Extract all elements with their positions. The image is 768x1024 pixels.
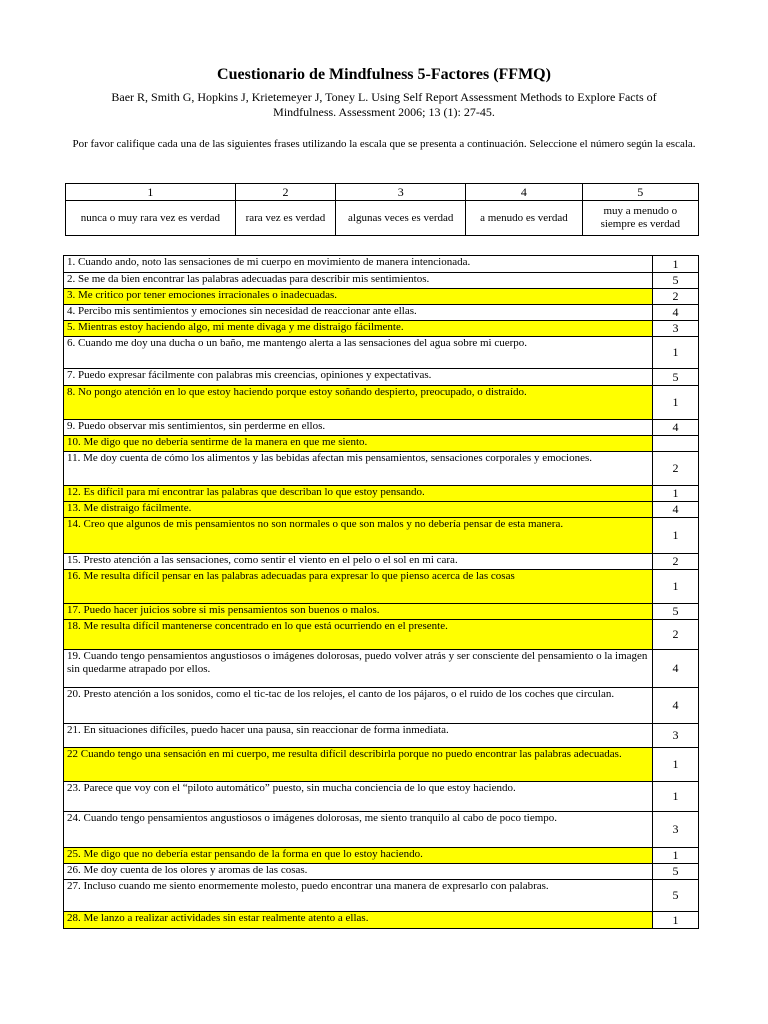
scale-label: a menudo es verdad: [466, 201, 582, 236]
question-text: 11. Me doy cuenta de cómo los alimentos y las bebidas afectan mis pensamientos, sensaciones corporales y emociones.: [64, 452, 653, 486]
question-row: [64, 782, 699, 812]
question-row: [64, 486, 699, 502]
question-score: [653, 436, 699, 452]
question-text: 2. Se me da bien encontrar las palabras adecuadas para describir mis sentimientos.: [64, 273, 653, 289]
question-text: 24. Cuando tengo pensamientos angustiosos o imágenes dolorosas, me siento tranquilo al cabo de poco tiempo.: [64, 812, 653, 848]
question-row: [64, 321, 699, 337]
question-text: 4. Percibo mis sentimientos y emociones sin necesidad de reaccionar ante ellas.: [64, 305, 653, 321]
question-score: 1: [653, 386, 699, 420]
question-text: 18. Me resulta difícil mantenerse concentrado en lo que está ocurriendo en el presente.: [64, 620, 653, 650]
question-text: 25. Me digo que no debería estar pensando de la forma en que lo estoy haciendo.: [64, 848, 653, 864]
question-row: [64, 604, 699, 620]
question-score: 1: [653, 518, 699, 554]
question-score: 5: [653, 604, 699, 620]
question-score: 1: [653, 570, 699, 604]
question-row: [64, 570, 699, 604]
question-score: 1: [653, 486, 699, 502]
question-row: [64, 369, 699, 386]
page-title: Cuestionario de Mindfulness 5-Factores (FFMQ): [217, 66, 551, 83]
question-score: 4: [653, 650, 699, 688]
question-text: 28. Me lanzo a realizar actividades sin estar realmente atento a ellas.: [64, 912, 653, 929]
question-score: 1: [653, 912, 699, 929]
question-text: 7. Puedo expresar fácilmente con palabras mis creencias, opiniones y expectativas.: [64, 369, 653, 386]
question-text: 9. Puedo observar mis sentimientos, sin perderme en ellos.: [64, 420, 653, 436]
question-text: 3. Me critico por tener emociones irracionales o inadecuadas.: [64, 289, 653, 305]
question-row: [64, 386, 699, 420]
question-row: [64, 518, 699, 554]
question-score: 1: [653, 848, 699, 864]
scale-label: algunas veces es verdad: [336, 201, 466, 236]
question-score: 4: [653, 420, 699, 436]
question-row: [64, 289, 699, 305]
question-score: 1: [653, 782, 699, 812]
question-row: [64, 912, 699, 929]
scale-number: 3: [336, 184, 466, 201]
question-text: 10. Me digo que no debería sentirme de la manera en que me siento.: [64, 436, 653, 452]
question-text: 20. Presto atención a los sonidos, como el tic-tac de los relojes, el canto de los pájaros, o el ruido de los coches que circulan.: [64, 688, 653, 724]
question-row: [64, 452, 699, 486]
question-text: 26. Me doy cuenta de los olores y aromas de las cosas.: [64, 864, 653, 880]
question-text: 14. Creo que algunos de mis pensamientos no son normales o que son malos y no debería pensar de esta manera.: [64, 518, 653, 554]
question-score: 5: [653, 864, 699, 880]
question-score: 2: [653, 452, 699, 486]
question-text: 1. Cuando ando, noto las sensaciones de mi cuerpo en movimiento de manera intencionada.: [64, 256, 653, 273]
question-score: 3: [653, 724, 699, 748]
scale-label: rara vez es verdad: [235, 201, 335, 236]
question-score: 4: [653, 688, 699, 724]
question-row: [64, 436, 699, 452]
question-text: 6. Cuando me doy una ducha o un baño, me mantengo alerta a las sensaciones del agua sobre mi cuerpo.: [64, 337, 653, 369]
question-row: [64, 273, 699, 289]
question-text: 5. Mientras estoy haciendo algo, mi mente divaga y me distraigo fácilmente.: [64, 321, 653, 337]
question-score: 1: [653, 337, 699, 369]
question-row: [64, 337, 699, 369]
question-row: [64, 420, 699, 436]
question-row: [64, 880, 699, 912]
question-row: [64, 748, 699, 782]
question-row: [64, 688, 699, 724]
question-row: [64, 554, 699, 570]
question-text: 13. Me distraigo fácilmente.: [64, 502, 653, 518]
question-score: 3: [653, 812, 699, 848]
scale-number: 4: [466, 184, 582, 201]
question-score: 4: [653, 305, 699, 321]
question-text: 12. Es difícil para mí encontrar las palabras que describan lo que estoy pensando.: [64, 486, 653, 502]
question-row: [64, 256, 699, 273]
question-text: 8. No pongo atención en lo que estoy haciendo porque estoy soñando despierto, preocupado, o distraído.: [64, 386, 653, 420]
question-row: [64, 650, 699, 688]
questions-table: [63, 255, 699, 929]
question-score: 5: [653, 369, 699, 386]
question-text: 22 Cuando tengo una sensación en mi cuerpo, me resulta difícil describirla porque no puedo encontrar las palabras adecuadas.: [64, 748, 653, 782]
question-text: 21. En situaciones difíciles, puedo hacer una pausa, sin reaccionar de forma inmediata.: [64, 724, 653, 748]
question-row: [64, 848, 699, 864]
scale-numbers-row: [66, 184, 699, 201]
question-text: 27. Incluso cuando me siento enormemente molesto, puedo encontrar una manera de expresarlo con palabras.: [64, 880, 653, 912]
question-score: 5: [653, 273, 699, 289]
scale-number: 1: [66, 184, 236, 201]
question-score: 2: [653, 620, 699, 650]
question-score: 5: [653, 880, 699, 912]
question-text: 16. Me resulta difícil pensar en las palabras adecuadas para expresar lo que pienso acerca de las cosas: [64, 570, 653, 604]
citation: Baer R, Smith G, Hopkins J, Krietemeyer J, Toney L. Using Self Report Assessment Methods to Explore Facts of Mindfulness. Assessment 2006; 13 (1): 27-45.: [111, 90, 657, 119]
question-score: 4: [653, 502, 699, 518]
rating-scale-table: [65, 183, 699, 236]
question-text: 15. Presto atención a las sensaciones, como sentir el viento en el pelo o el sol en mi cara.: [64, 554, 653, 570]
question-text: 23. Parece que voy con el “piloto automático” puesto, sin mucha conciencia de lo que estoy haciendo.: [64, 782, 653, 812]
scale-label: nunca o muy rara vez es verdad: [66, 201, 236, 236]
instructions: Por favor califique cada una de las siguientes frases utilizando la escala que se presenta a continuación. Seleccione el número según la escala.: [72, 138, 696, 150]
question-row: [64, 864, 699, 880]
scale-label: muy a menudo o siempre es verdad: [582, 201, 698, 236]
question-row: [64, 305, 699, 321]
question-row: [64, 724, 699, 748]
question-score: 2: [653, 554, 699, 570]
question-score: 1: [653, 748, 699, 782]
scale-labels-row: [66, 201, 699, 236]
question-score: 1: [653, 256, 699, 273]
question-score: 3: [653, 321, 699, 337]
question-text: 17. Puedo hacer juicios sobre si mis pensamientos son buenos o malos.: [64, 604, 653, 620]
scale-number: 5: [582, 184, 698, 201]
question-row: [64, 620, 699, 650]
question-score: 2: [653, 289, 699, 305]
scale-number: 2: [235, 184, 335, 201]
question-row: [64, 502, 699, 518]
question-text: 19. Cuando tengo pensamientos angustiosos o imágenes dolorosas, puedo volver atrás y ser consciente del pensamiento o la imagen sin quedarme atrapado por ellos.: [64, 650, 653, 688]
question-row: [64, 812, 699, 848]
